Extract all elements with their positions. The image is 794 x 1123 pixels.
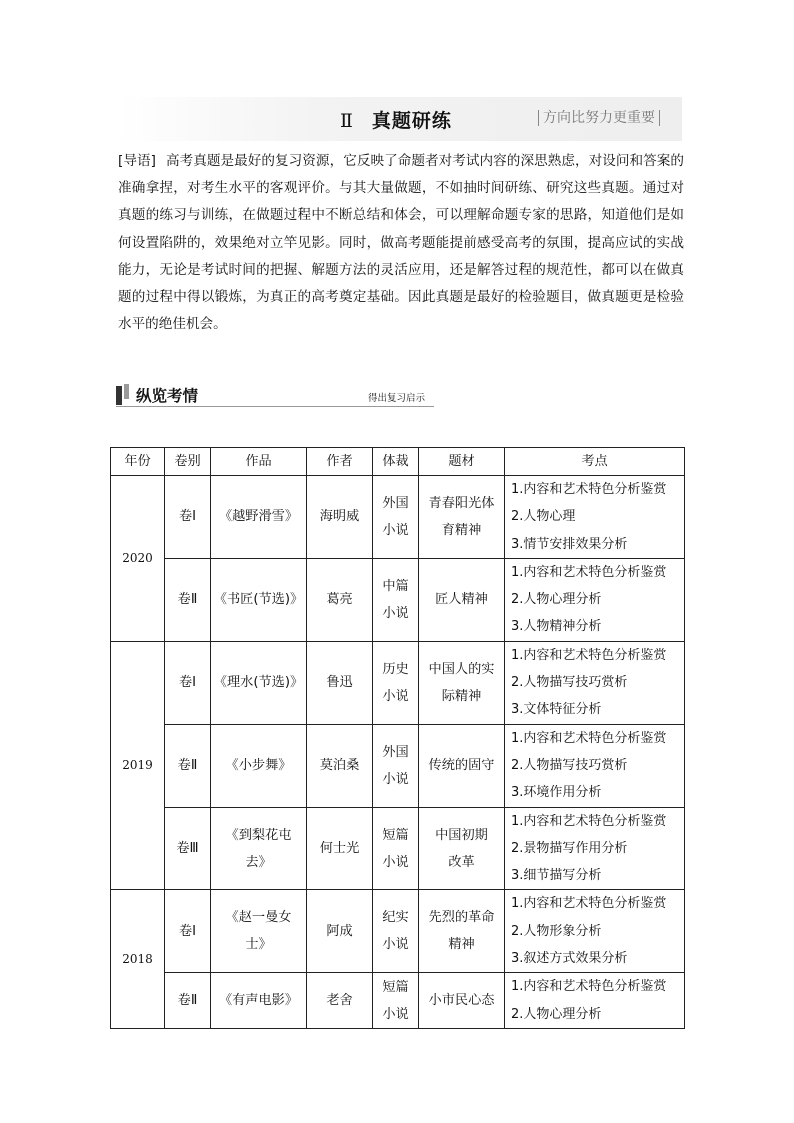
genre-cell-line: 小说 [382,771,409,787]
genre-cell [373,558,419,641]
heading-marker-accent-icon [124,384,129,399]
work-cell-line: 《赵一曼女 [225,910,292,926]
theme-cell-line: 青春阳光体 [428,495,495,511]
points-cell-line: 2.人物形象分析 [511,923,602,939]
work-cell [211,724,307,807]
year-cell: 2018 [111,890,165,1028]
column-header-author: 作者 [307,448,373,476]
genre-cell-line: 小说 [382,688,409,704]
points-cell-line: 1.内容和艺术特色分析鉴赏 [511,896,667,912]
column-header-genre: 体裁 [373,448,419,476]
work-cell-line: 士》 [245,937,272,953]
genre-cell-line: 外国 [382,495,409,511]
theme-cell [419,558,505,641]
author-cell: 葛亮 [307,558,373,641]
genre-cell-line: 外国 [382,744,409,760]
paper-cell: 卷Ⅲ [165,807,211,890]
theme-cell-line: 育精神 [441,522,482,538]
points-cell [505,724,685,807]
author-cell: 老舍 [307,973,373,1029]
theme-cell [419,807,505,890]
genre-cell [373,807,419,890]
points-cell-line: 3.环境作用分析 [511,785,602,801]
genre-cell-line: 纪实 [382,910,409,926]
points-cell-line: 3.文体特征分析 [511,702,602,718]
work-cell-line: 《到梨花屯 [225,827,292,843]
work-cell-line: 《越野滑雪》 [218,509,299,525]
theme-cell-line: 传统的固守 [428,758,495,774]
work-cell-line: 《有声电影》 [218,993,299,1009]
genre-cell-line: 小说 [382,937,409,953]
work-cell [211,973,307,1029]
table-row [111,724,685,807]
points-cell-line: 1.内容和艺术特色分析鉴赏 [511,979,667,995]
table-row [111,973,685,1029]
column-header-points: 考点 [505,448,685,476]
theme-cell [419,890,505,973]
points-cell-line: 2.人物心理分析 [511,592,602,608]
theme-cell-line: 中国初期 [435,827,488,843]
genre-cell-line: 小说 [382,522,409,538]
paper-cell: 卷Ⅰ [165,890,211,973]
points-cell-line: 2.人物心理分析 [511,1006,602,1022]
author-cell: 阿成 [307,890,373,973]
points-cell-line: 1.内容和艺术特色分析鉴赏 [511,647,667,663]
points-cell-line: 1.内容和艺术特色分析鉴赏 [511,730,667,746]
theme-cell [419,476,505,559]
theme-cell-line: 匠人精神 [435,592,488,608]
overview-subtitle: 得出复习启示 [368,393,426,404]
points-cell-line: 3.情节安排效果分析 [511,536,628,552]
table-row [111,476,685,559]
column-header-work: 作品 [211,448,307,476]
theme-cell-line: 小市民心态 [428,993,495,1009]
section-title [340,106,452,133]
genre-cell-line: 中篇 [382,578,409,594]
theme-cell-line: 际精神 [441,688,482,704]
points-cell-line: 2.人物描写技巧赏析 [511,757,628,773]
theme-cell [419,973,505,1029]
year-cell: 2019 [111,641,165,890]
points-cell [505,890,685,973]
column-header-theme: 题材 [419,448,505,476]
exam-overview-table [110,447,685,1029]
theme-cell [419,724,505,807]
heading-marker-icon [116,386,122,405]
paper-cell: 卷Ⅱ [165,558,211,641]
theme-cell [419,641,505,724]
work-cell [211,890,307,973]
intro-tag: [导语] [118,153,156,169]
points-cell-line: 3.人物精神分析 [511,619,602,635]
points-cell [505,558,685,641]
column-header-year: 年份 [111,448,165,476]
genre-cell-line: 小说 [382,854,409,870]
intro-paragraph [118,148,684,338]
table-row [111,641,685,724]
work-cell-line: 去》 [245,854,272,870]
theme-cell-line: 改革 [448,854,475,870]
work-cell-line: 《理水(节选)》 [213,675,304,691]
points-cell-line: 3.叙述方式效果分析 [511,951,628,967]
paper-cell: 卷Ⅱ [165,973,211,1029]
author-cell: 海明威 [307,476,373,559]
points-cell-line: 1.内容和艺术特色分析鉴赏 [511,813,667,829]
paper-cell: 卷Ⅰ [165,476,211,559]
genre-cell-line: 短篇 [382,979,409,995]
year-cell: 2020 [111,476,165,642]
theme-cell-line: 先烈的革命 [428,910,495,926]
genre-cell [373,890,419,973]
column-header-paper: 卷别 [165,448,211,476]
author-cell: 鲁迅 [307,641,373,724]
work-cell-line: 《书匠(节选)》 [213,592,304,608]
work-cell-line: 《小步舞》 [225,758,292,774]
work-cell [211,641,307,724]
points-cell-line: 2.人物描写技巧赏析 [511,675,628,691]
genre-cell [373,973,419,1029]
table-row [111,558,685,641]
genre-cell-line: 小说 [382,1006,409,1022]
genre-cell-line: 历史 [382,661,409,677]
points-cell [505,807,685,890]
section-slogan: 方向比努力更重要 [538,110,660,126]
paper-cell: 卷Ⅰ [165,641,211,724]
work-cell [211,476,307,559]
points-cell [505,476,685,559]
work-cell [211,807,307,890]
theme-cell-line: 精神 [448,937,475,953]
work-cell [211,558,307,641]
author-cell: 莫泊桑 [307,724,373,807]
intro-text: 高考真题是最好的复习资源，它反映了命题者对考试内容的深思熟虑，对设问和答案的准确拿捏，对考生水平的客观评价。与其大量做题，不如抽时间研练、研究这些真题。通过对真题的练习与训练，在做题过程中不断总结和体会，可以理解命题专家的思路，知道他们是如何设置陷阱的，效果绝对立竿见影。同时，做高考题能提前感受高考的氛围，提高应试的实战能力，无论是考试时间的把握、解题方法的灵活应用，还是解答过程的规范性，都可以在做真题的过程中得以锻炼，为真正的高考奠定基础。因此真题是最好的检验题目，做真题更是检验水平的绝佳机会。 [118,153,685,333]
points-cell [505,973,685,1029]
genre-cell-line: 短篇 [382,827,409,843]
section-number: Ⅱ [340,110,354,132]
points-cell [505,641,685,724]
points-cell-line: 1.内容和艺术特色分析鉴赏 [511,482,667,497]
points-cell-line: 3.细节描写分析 [511,868,602,884]
author-cell: 何士光 [307,807,373,890]
genre-cell [373,724,419,807]
table-row [111,890,685,973]
overview-title: 纵览考情 [136,387,199,405]
genre-cell [373,476,419,559]
table-header-row [111,448,685,476]
genre-cell-line: 小说 [382,605,409,621]
overview-heading [116,384,434,407]
table-row [111,807,685,890]
section-title-text: 真题研练 [371,110,452,132]
paper-cell: 卷Ⅱ [165,724,211,807]
genre-cell [373,641,419,724]
points-cell-line: 2.人物心理 [511,509,576,525]
points-cell-line: 2.景物描写作用分析 [511,840,628,856]
theme-cell-line: 中国人的实 [428,661,495,677]
points-cell-line: 1.内容和艺术特色分析鉴赏 [511,564,667,580]
